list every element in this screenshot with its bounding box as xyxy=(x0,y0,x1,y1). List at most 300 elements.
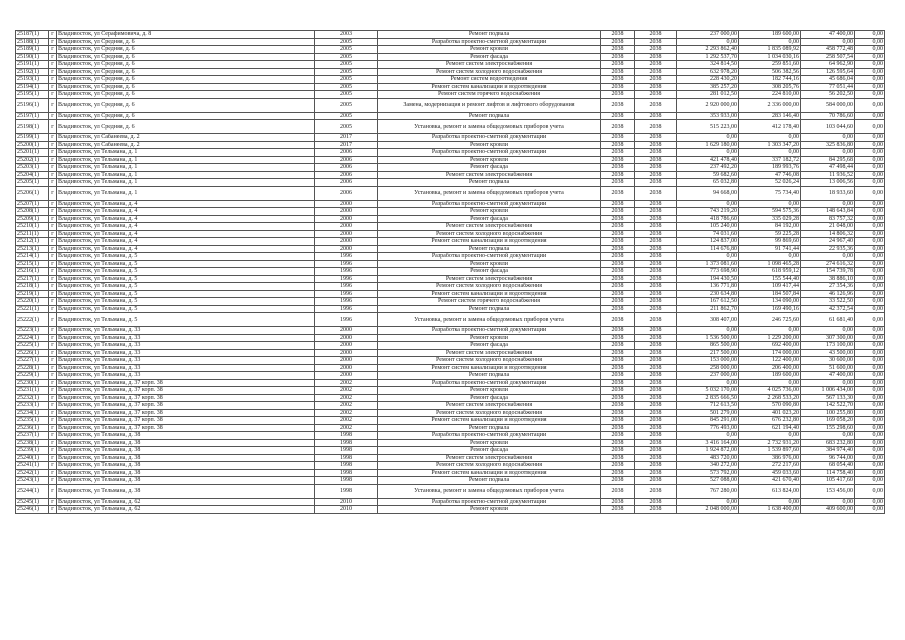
other-cost-cell: 0,00 xyxy=(855,439,885,447)
plan-year-start-cell: 2038 xyxy=(601,223,635,231)
owners-cost-cell: 567 133,30 xyxy=(801,394,855,402)
address-cell: Владивосток, ул Тельмана, д. 4 xyxy=(57,208,315,216)
row-id-cell: 25187(1) xyxy=(16,31,49,39)
address-cell: Владивосток, ул Тельмана, д. 33 xyxy=(57,357,315,365)
total-cost-cell: 153 000,00 xyxy=(677,357,739,365)
total-cost-cell: 353 933,00 xyxy=(677,112,739,120)
locality-type-cell: г xyxy=(49,179,57,187)
address-cell: Владивосток, ул Сабанеева, д. 2 xyxy=(57,141,315,149)
fund-cost-cell: 0,00 xyxy=(739,200,801,208)
owners-cost-cell: 148 643,84 xyxy=(801,208,855,216)
other-cost-cell: 0,00 xyxy=(855,164,885,172)
year-cell: 2002 xyxy=(315,402,378,410)
address-cell: Владивосток, ул Тельмана, д. 38 xyxy=(57,484,315,498)
other-cost-cell: 0,00 xyxy=(855,364,885,372)
plan-year-start-cell: 2038 xyxy=(601,417,635,425)
locality-type-cell: г xyxy=(49,245,57,253)
year-cell: 1996 xyxy=(315,313,378,327)
plan-year-end-cell: 2038 xyxy=(635,432,677,440)
row-id-cell: 25195(1) xyxy=(16,91,49,99)
plan-year-start-cell: 2038 xyxy=(601,313,635,327)
total-cost-cell: 845 291,00 xyxy=(677,417,739,425)
table-row xyxy=(16,387,885,395)
locality-type-cell: г xyxy=(49,402,57,410)
owners-cost-cell: 11 936,52 xyxy=(801,171,855,179)
other-cost-cell: 0,00 xyxy=(855,379,885,387)
other-cost-cell: 0,00 xyxy=(855,462,885,470)
address-cell: Владивосток, ул Тельмана, д. 4 xyxy=(57,215,315,223)
table-row xyxy=(16,38,885,46)
year-cell: 1998 xyxy=(315,447,378,455)
locality-type-cell: г xyxy=(49,290,57,298)
row-id-cell: 25238(1) xyxy=(16,439,49,447)
locality-type-cell: г xyxy=(49,98,57,112)
work-type-cell: Ремонт систем электроснабжения xyxy=(378,223,601,231)
total-cost-cell: 194 430,50 xyxy=(677,275,739,283)
total-cost-cell: 515 223,00 xyxy=(677,120,739,134)
table-row xyxy=(16,432,885,440)
address-cell: Владивосток, ул Средняя, д. 6 xyxy=(57,46,315,54)
plan-year-start-cell: 2038 xyxy=(601,387,635,395)
work-type-cell: Ремонт систем электроснабжения xyxy=(378,61,601,69)
owners-cost-cell: 169 058,20 xyxy=(801,417,855,425)
year-cell: 1998 xyxy=(315,469,378,477)
plan-year-end-cell: 2038 xyxy=(635,402,677,410)
address-cell: Владивосток, ул Тельмана, д. 4 xyxy=(57,245,315,253)
owners-cost-cell: 274 616,32 xyxy=(801,260,855,268)
owners-cost-cell: 0,00 xyxy=(801,432,855,440)
table-row xyxy=(16,134,885,142)
address-cell: Владивосток, ул Тельмана, д. 4 xyxy=(57,238,315,246)
plan-year-end-cell: 2038 xyxy=(635,68,677,76)
other-cost-cell: 0,00 xyxy=(855,76,885,84)
owners-cost-cell: 114 758,40 xyxy=(801,469,855,477)
total-cost-cell: 865 500,00 xyxy=(677,342,739,350)
plan-year-start-cell: 2038 xyxy=(601,230,635,238)
plan-year-end-cell: 2038 xyxy=(635,357,677,365)
other-cost-cell: 0,00 xyxy=(855,253,885,261)
fund-cost-cell: 169 490,16 xyxy=(739,305,801,313)
address-cell: Владивосток, ул Тельмана, д. 33 xyxy=(57,349,315,357)
capital-repair-table xyxy=(15,30,885,514)
row-id-cell: 25223(1) xyxy=(16,327,49,335)
owners-cost-cell: 307 300,00 xyxy=(801,334,855,342)
table-row xyxy=(16,454,885,462)
total-cost-cell: 385 257,20 xyxy=(677,83,739,91)
work-type-cell: Разработка проектно-сметной документации xyxy=(378,38,601,46)
plan-year-start-cell: 2038 xyxy=(601,484,635,498)
work-type-cell: Ремонт систем электроснабжения xyxy=(378,402,601,410)
year-cell: 2010 xyxy=(315,506,378,514)
fund-cost-cell: 47 746,08 xyxy=(739,171,801,179)
total-cost-cell: 74 031,60 xyxy=(677,230,739,238)
address-cell: Владивосток, ул Средняя, д. 6 xyxy=(57,98,315,112)
total-cost-cell: 94 668,00 xyxy=(677,186,739,200)
plan-year-start-cell: 2038 xyxy=(601,506,635,514)
other-cost-cell: 0,00 xyxy=(855,156,885,164)
address-cell: Владивосток, ул Тельмана, д. 37 корп. 38 xyxy=(57,379,315,387)
year-cell: 2005 xyxy=(315,38,378,46)
row-id-cell: 25217(1) xyxy=(16,275,49,283)
year-cell: 2000 xyxy=(315,357,378,365)
locality-type-cell: г xyxy=(49,268,57,276)
year-cell: 1998 xyxy=(315,484,378,498)
locality-type-cell: г xyxy=(49,208,57,216)
table-row xyxy=(16,439,885,447)
table-row xyxy=(16,275,885,283)
fund-cost-cell: 4 025 736,00 xyxy=(739,387,801,395)
locality-type-cell: г xyxy=(49,342,57,350)
year-cell: 2005 xyxy=(315,53,378,61)
year-cell: 2010 xyxy=(315,498,378,506)
total-cost-cell: 308 407,00 xyxy=(677,313,739,327)
table-row xyxy=(16,417,885,425)
work-type-cell: Установка, ремонт и замена общедомовых приборов учета xyxy=(378,484,601,498)
row-id-cell: 25190(1) xyxy=(16,53,49,61)
total-cost-cell: 2 048 000,00 xyxy=(677,506,739,514)
total-cost-cell: 228 430,20 xyxy=(677,76,739,84)
plan-year-end-cell: 2038 xyxy=(635,179,677,187)
plan-year-start-cell: 2038 xyxy=(601,98,635,112)
work-type-cell: Ремонт кровли xyxy=(378,141,601,149)
locality-type-cell: г xyxy=(49,149,57,157)
fund-cost-cell: 459 033,60 xyxy=(739,469,801,477)
row-id-cell: 25235(1) xyxy=(16,417,49,425)
owners-cost-cell: 38 886,10 xyxy=(801,275,855,283)
address-cell: Владивосток, ул Тельмана, д. 1 xyxy=(57,164,315,172)
total-cost-cell: 217 500,00 xyxy=(677,349,739,357)
work-type-cell: Ремонт систем канализации и водоотведения xyxy=(378,290,601,298)
plan-year-start-cell: 2038 xyxy=(601,439,635,447)
owners-cost-cell: 0,00 xyxy=(801,200,855,208)
year-cell: 1996 xyxy=(315,275,378,283)
plan-year-end-cell: 2038 xyxy=(635,91,677,99)
work-type-cell: Ремонт подвала xyxy=(378,424,601,432)
table-row xyxy=(16,179,885,187)
year-cell: 2002 xyxy=(315,394,378,402)
table-row xyxy=(16,186,885,200)
other-cost-cell: 0,00 xyxy=(855,38,885,46)
plan-year-start-cell: 2038 xyxy=(601,83,635,91)
table-row xyxy=(16,484,885,498)
owners-cost-cell: 0,00 xyxy=(801,38,855,46)
other-cost-cell: 0,00 xyxy=(855,223,885,231)
work-type-cell: Ремонт фасада xyxy=(378,447,601,455)
year-cell: 2000 xyxy=(315,230,378,238)
other-cost-cell: 0,00 xyxy=(855,409,885,417)
locality-type-cell: г xyxy=(49,305,57,313)
other-cost-cell: 0,00 xyxy=(855,334,885,342)
locality-type-cell: г xyxy=(49,83,57,91)
address-cell: Владивосток, ул Тельмана, д. 5 xyxy=(57,260,315,268)
row-id-cell: 25188(1) xyxy=(16,38,49,46)
row-id-cell: 25245(1) xyxy=(16,498,49,506)
fund-cost-cell: 75 734,40 xyxy=(739,186,801,200)
plan-year-end-cell: 2038 xyxy=(635,260,677,268)
owners-cost-cell: 51 600,00 xyxy=(801,364,855,372)
row-id-cell: 25202(1) xyxy=(16,156,49,164)
table-row xyxy=(16,394,885,402)
plan-year-end-cell: 2038 xyxy=(635,61,677,69)
table-row xyxy=(16,238,885,246)
fund-cost-cell: 1 229 200,00 xyxy=(739,334,801,342)
row-id-cell: 25214(1) xyxy=(16,253,49,261)
table-row xyxy=(16,283,885,291)
work-type-cell: Ремонт кровли xyxy=(378,208,601,216)
owners-cost-cell: 46 126,96 xyxy=(801,290,855,298)
work-type-cell: Ремонт подвала xyxy=(378,245,601,253)
address-cell: Владивосток, ул Тельмана, д. 37 корп. 38 xyxy=(57,394,315,402)
year-cell: 1996 xyxy=(315,283,378,291)
locality-type-cell: г xyxy=(49,120,57,134)
work-type-cell: Ремонт кровли xyxy=(378,334,601,342)
year-cell: 2002 xyxy=(315,387,378,395)
work-type-cell: Ремонт кровли xyxy=(378,506,601,514)
locality-type-cell: г xyxy=(49,156,57,164)
other-cost-cell: 0,00 xyxy=(855,469,885,477)
locality-type-cell: г xyxy=(49,141,57,149)
plan-year-start-cell: 2038 xyxy=(601,424,635,432)
row-id-cell: 25225(1) xyxy=(16,342,49,350)
owners-cost-cell: 154 739,78 xyxy=(801,268,855,276)
other-cost-cell: 0,00 xyxy=(855,179,885,187)
fund-cost-cell: 59 225,28 xyxy=(739,230,801,238)
table-row xyxy=(16,253,885,261)
address-cell: Владивосток, ул Тельмана, д. 5 xyxy=(57,290,315,298)
other-cost-cell: 0,00 xyxy=(855,268,885,276)
owners-cost-cell: 584 000,00 xyxy=(801,98,855,112)
plan-year-start-cell: 2038 xyxy=(601,462,635,470)
total-cost-cell: 712 613,50 xyxy=(677,402,739,410)
row-id-cell: 25242(1) xyxy=(16,469,49,477)
locality-type-cell: г xyxy=(49,223,57,231)
year-cell: 2002 xyxy=(315,409,378,417)
work-type-cell: Разработка проектно-сметной документации xyxy=(378,498,601,506)
total-cost-cell: 1 373 081,60 xyxy=(677,260,739,268)
plan-year-end-cell: 2038 xyxy=(635,120,677,134)
address-cell: Владивосток, ул Тельмана, д. 37 корп. 38 xyxy=(57,387,315,395)
address-cell: Владивосток, ул Тельмана, д. 62 xyxy=(57,506,315,514)
table-row xyxy=(16,305,885,313)
row-id-cell: 25230(1) xyxy=(16,379,49,387)
work-type-cell: Ремонт систем холодного водоснабжения xyxy=(378,283,601,291)
other-cost-cell: 0,00 xyxy=(855,46,885,54)
table-row xyxy=(16,372,885,380)
table-row xyxy=(16,298,885,306)
locality-type-cell: г xyxy=(49,134,57,142)
row-id-cell: 25201(1) xyxy=(16,149,49,157)
plan-year-end-cell: 2038 xyxy=(635,372,677,380)
locality-type-cell: г xyxy=(49,38,57,46)
locality-type-cell: г xyxy=(49,462,57,470)
locality-type-cell: г xyxy=(49,186,57,200)
plan-year-start-cell: 2038 xyxy=(601,372,635,380)
plan-year-end-cell: 2038 xyxy=(635,447,677,455)
fund-cost-cell: 2 732 931,20 xyxy=(739,439,801,447)
owners-cost-cell: 45 686,04 xyxy=(801,76,855,84)
year-cell: 2000 xyxy=(315,342,378,350)
locality-type-cell: г xyxy=(49,357,57,365)
other-cost-cell: 0,00 xyxy=(855,432,885,440)
year-cell: 2000 xyxy=(315,208,378,216)
plan-year-start-cell: 2038 xyxy=(601,61,635,69)
locality-type-cell: г xyxy=(49,68,57,76)
locality-type-cell: г xyxy=(49,313,57,327)
row-id-cell: 25209(1) xyxy=(16,215,49,223)
row-id-cell: 25222(1) xyxy=(16,313,49,327)
year-cell: 2000 xyxy=(315,223,378,231)
other-cost-cell: 0,00 xyxy=(855,305,885,313)
plan-year-start-cell: 2038 xyxy=(601,120,635,134)
work-type-cell: Ремонт систем электроснабжения xyxy=(378,454,601,462)
locality-type-cell: г xyxy=(49,215,57,223)
table-row xyxy=(16,76,885,84)
year-cell: 2000 xyxy=(315,200,378,208)
fund-cost-cell: 246 725,60 xyxy=(739,313,801,327)
plan-year-start-cell: 2038 xyxy=(601,454,635,462)
plan-year-end-cell: 2038 xyxy=(635,53,677,61)
table-row xyxy=(16,83,885,91)
row-id-cell: 25207(1) xyxy=(16,200,49,208)
address-cell: Владивосток, ул Средняя, д. 6 xyxy=(57,76,315,84)
work-type-cell: Ремонт систем холодного водоснабжения xyxy=(378,230,601,238)
work-type-cell: Ремонт систем электроснабжения xyxy=(378,349,601,357)
plan-year-start-cell: 2038 xyxy=(601,76,635,84)
plan-year-end-cell: 2038 xyxy=(635,394,677,402)
table-row xyxy=(16,334,885,342)
plan-year-end-cell: 2038 xyxy=(635,98,677,112)
work-type-cell: Ремонт фасада xyxy=(378,394,601,402)
plan-year-end-cell: 2038 xyxy=(635,298,677,306)
address-cell: Владивосток, ул Тельмана, д. 5 xyxy=(57,305,315,313)
other-cost-cell: 0,00 xyxy=(855,200,885,208)
plan-year-end-cell: 2038 xyxy=(635,208,677,216)
owners-cost-cell: 56 202,50 xyxy=(801,91,855,99)
other-cost-cell: 0,00 xyxy=(855,506,885,514)
row-id-cell: 25218(1) xyxy=(16,283,49,291)
table-row xyxy=(16,141,885,149)
plan-year-start-cell: 2038 xyxy=(601,156,635,164)
other-cost-cell: 0,00 xyxy=(855,134,885,142)
other-cost-cell: 0,00 xyxy=(855,283,885,291)
row-id-cell: 25208(1) xyxy=(16,208,49,216)
fund-cost-cell: 99 869,60 xyxy=(739,238,801,246)
total-cost-cell: 0,00 xyxy=(677,432,739,440)
plan-year-start-cell: 2038 xyxy=(601,477,635,485)
year-cell: 2000 xyxy=(315,364,378,372)
plan-year-end-cell: 2038 xyxy=(635,462,677,470)
plan-year-end-cell: 2038 xyxy=(635,253,677,261)
row-id-cell: 25237(1) xyxy=(16,432,49,440)
address-cell: Владивосток, ул Тельмана, д. 1 xyxy=(57,156,315,164)
work-type-cell: Ремонт кровли xyxy=(378,156,601,164)
address-cell: Владивосток, ул Тельмана, д. 1 xyxy=(57,179,315,187)
other-cost-cell: 0,00 xyxy=(855,498,885,506)
owners-cost-cell: 0,00 xyxy=(801,498,855,506)
row-id-cell: 25226(1) xyxy=(16,349,49,357)
owners-cost-cell: 155 298,60 xyxy=(801,424,855,432)
table-row xyxy=(16,357,885,365)
row-id-cell: 25227(1) xyxy=(16,357,49,365)
fund-cost-cell: 84 192,00 xyxy=(739,223,801,231)
address-cell: Владивосток, ул Тельмана, д. 4 xyxy=(57,200,315,208)
address-cell: Владивосток, ул Тельмана, д. 4 xyxy=(57,230,315,238)
plan-year-start-cell: 2038 xyxy=(601,432,635,440)
year-cell: 1998 xyxy=(315,462,378,470)
owners-cost-cell: 0,00 xyxy=(801,149,855,157)
plan-year-end-cell: 2038 xyxy=(635,364,677,372)
fund-cost-cell: 1 835 089,92 xyxy=(739,46,801,54)
row-id-cell: 25196(1) xyxy=(16,98,49,112)
year-cell: 1996 xyxy=(315,260,378,268)
locality-type-cell: г xyxy=(49,484,57,498)
locality-type-cell: г xyxy=(49,91,57,99)
table-row xyxy=(16,215,885,223)
address-cell: Владивосток, ул Тельмана, д. 38 xyxy=(57,439,315,447)
locality-type-cell: г xyxy=(49,275,57,283)
plan-year-start-cell: 2038 xyxy=(601,498,635,506)
plan-year-start-cell: 2038 xyxy=(601,447,635,455)
address-cell: Владивосток, ул Тельмана, д. 38 xyxy=(57,432,315,440)
total-cost-cell: 773 698,90 xyxy=(677,268,739,276)
owners-cost-cell: 70 786,60 xyxy=(801,112,855,120)
address-cell: Владивосток, ул Средняя, д. 6 xyxy=(57,38,315,46)
row-id-cell: 25192(1) xyxy=(16,68,49,76)
row-id-cell: 25224(1) xyxy=(16,334,49,342)
total-cost-cell: 237 000,00 xyxy=(677,372,739,380)
address-cell: Владивосток, ул Тельмана, д. 1 xyxy=(57,186,315,200)
work-type-cell: Разработка проектно-сметной документации xyxy=(378,327,601,335)
fund-cost-cell: 1 034 030,16 xyxy=(739,53,801,61)
locality-type-cell: г xyxy=(49,112,57,120)
plan-year-end-cell: 2038 xyxy=(635,164,677,172)
other-cost-cell: 0,00 xyxy=(855,61,885,69)
total-cost-cell: 767 280,00 xyxy=(677,484,739,498)
address-cell: Владивосток, ул Тельмана, д. 33 xyxy=(57,342,315,350)
table-row xyxy=(16,409,885,417)
plan-year-end-cell: 2038 xyxy=(635,283,677,291)
work-type-cell: Ремонт кровли xyxy=(378,260,601,268)
work-type-cell: Ремонт фасада xyxy=(378,268,601,276)
other-cost-cell: 0,00 xyxy=(855,357,885,365)
row-id-cell: 25241(1) xyxy=(16,462,49,470)
plan-year-start-cell: 2038 xyxy=(601,134,635,142)
total-cost-cell: 237 000,00 xyxy=(677,31,739,39)
table-row xyxy=(16,477,885,485)
plan-year-start-cell: 2038 xyxy=(601,275,635,283)
work-type-cell: Ремонт кровли xyxy=(378,387,601,395)
owners-cost-cell: 153 456,00 xyxy=(801,484,855,498)
plan-year-end-cell: 2038 xyxy=(635,149,677,157)
plan-year-start-cell: 2038 xyxy=(601,349,635,357)
locality-type-cell: г xyxy=(49,439,57,447)
year-cell: 1998 xyxy=(315,454,378,462)
address-cell: Владивосток, ул Средняя, д. 6 xyxy=(57,91,315,99)
work-type-cell: Ремонт подвала xyxy=(378,31,601,39)
table-row xyxy=(16,447,885,455)
address-cell: Владивосток, ул Тельмана, д. 5 xyxy=(57,275,315,283)
owners-cost-cell: 18 933,60 xyxy=(801,186,855,200)
table-row xyxy=(16,349,885,357)
work-type-cell: Ремонт фасада xyxy=(378,215,601,223)
total-cost-cell: 0,00 xyxy=(677,498,739,506)
row-id-cell: 25228(1) xyxy=(16,364,49,372)
plan-year-end-cell: 2038 xyxy=(635,245,677,253)
plan-year-end-cell: 2038 xyxy=(635,454,677,462)
owners-cost-cell: 126 595,64 xyxy=(801,68,855,76)
address-cell: Владивосток, ул Тельмана, д. 33 xyxy=(57,327,315,335)
work-type-cell: Ремонт систем горячего водоснабжения xyxy=(378,298,601,306)
